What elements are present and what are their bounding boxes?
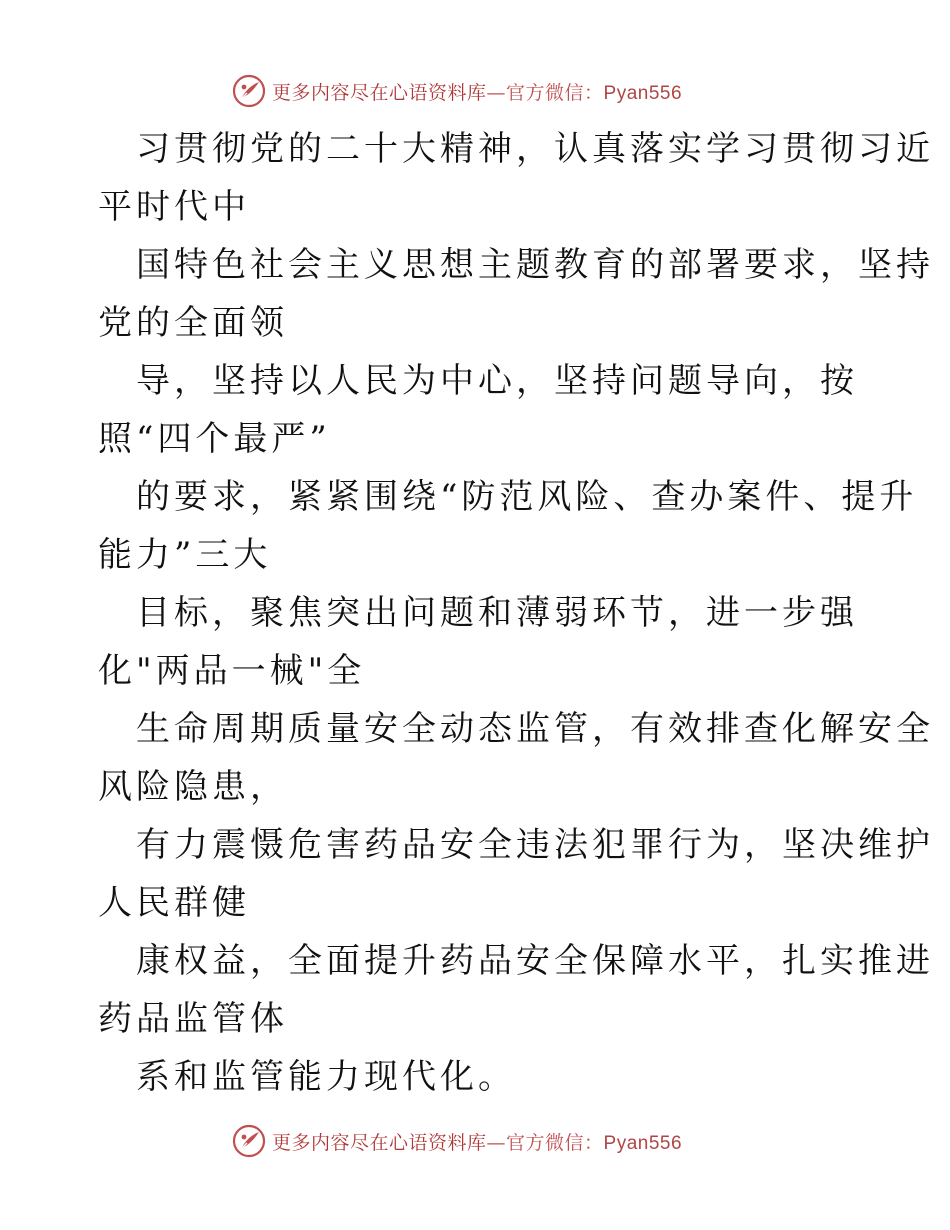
paragraph-line: 导，坚持以人民为中心，坚持问题导向，按 — [136, 361, 858, 401]
paragraph-line: 生命周期质量安全动态监管，有效排查化解安全 — [136, 709, 934, 749]
paragraph — [98, 468, 918, 584]
watermark-account-id: Pyan556 — [603, 1132, 683, 1154]
paragraph — [98, 584, 868, 700]
paragraph — [98, 236, 934, 352]
paragraph-line: 康权益，全面提升药品安全保障水平，扎实推进 — [136, 941, 934, 981]
paragraph-line: 药品监管体 — [98, 999, 288, 1039]
paragraph-line: 人民群健 — [98, 883, 250, 923]
quill-logo-icon — [232, 74, 266, 108]
paragraph-line: 目标，聚焦突出问题和薄弱环节，进一步强 — [136, 593, 858, 633]
watermark-text — [272, 1128, 682, 1155]
paragraph-line: 照“四个最严” — [98, 419, 331, 459]
watermark-text — [272, 78, 682, 105]
paragraph-line: 系和监管能力现代化。 — [136, 1057, 516, 1097]
paragraph-line: 有力震慑危害药品安全违法犯罪行为，坚决维护 — [136, 825, 934, 865]
paragraph-line: 化"两品一械"全 — [98, 651, 366, 691]
paragraph-line: 的要求，紧紧围绕“防范风险、查办案件、提升 — [136, 477, 918, 517]
quill-logo-icon — [232, 1124, 266, 1158]
watermark-account-label: 官方微信： — [506, 1131, 604, 1154]
paragraph — [98, 700, 934, 816]
watermark-brand: 更多内容尽在心语资料库 — [272, 81, 487, 104]
watermark-separator: — — [486, 81, 507, 104]
watermark-account-label: 官方微信： — [506, 81, 604, 104]
paragraph — [98, 816, 934, 932]
paragraph-line: 平时代中 — [98, 187, 250, 227]
paragraph — [98, 1048, 868, 1106]
body-text — [98, 120, 934, 1106]
paragraph-line: 习贯彻党的二十大精神，认真落实学习贯彻习近 — [136, 129, 934, 169]
header-watermark — [232, 71, 682, 111]
paragraph — [98, 932, 934, 1048]
paragraph — [98, 352, 868, 468]
paragraph — [98, 120, 934, 236]
footer-watermark — [232, 1121, 682, 1161]
paragraph-line: 能力”三大 — [98, 535, 272, 575]
paragraph-line: 党的全面领 — [98, 303, 288, 343]
watermark-brand: 更多内容尽在心语资料库 — [272, 1131, 487, 1154]
watermark-separator: — — [486, 1131, 507, 1154]
watermark-account-id: Pyan556 — [603, 82, 683, 104]
paragraph-line: 风险隐患， — [98, 767, 288, 807]
paragraph-line: 国特色社会主义思想主题教育的部署要求，坚持 — [136, 245, 934, 285]
